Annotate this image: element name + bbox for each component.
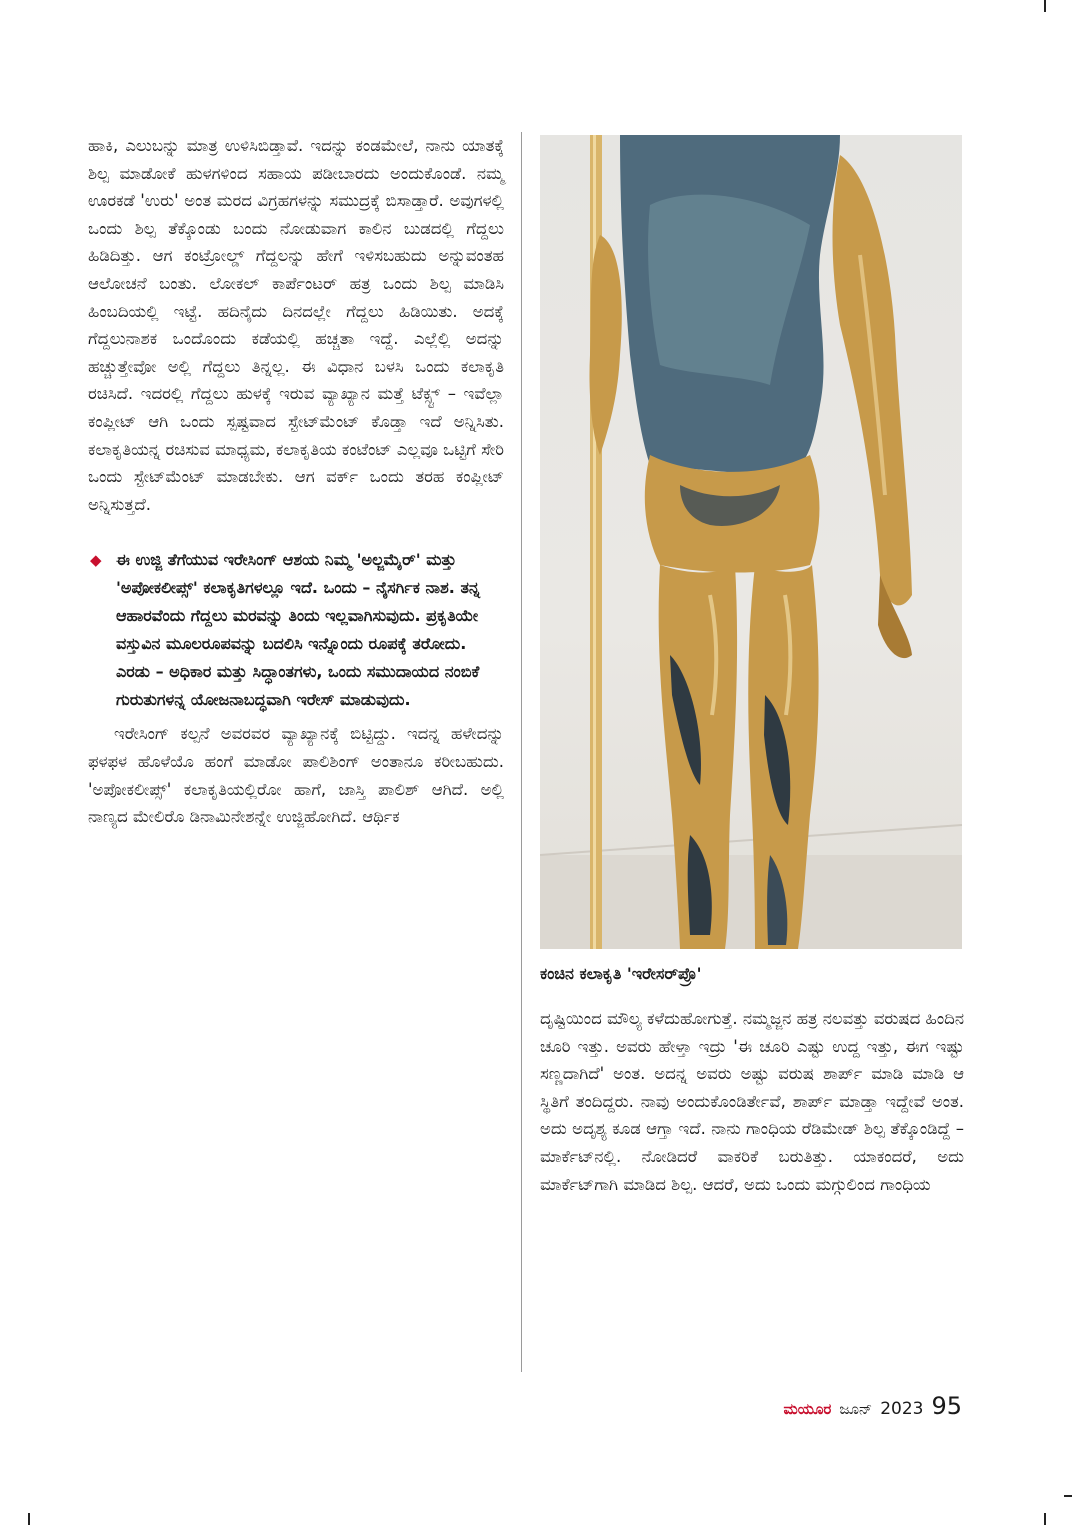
body-paragraph: ಹಾಕಿ, ಎಲುಬನ್ನು ಮಾತ್ರ ಉಳಿಸಿಬಿಡ್ತಾವೆ. ಇದನ್ನು ಕಂಡಮೇಲೆ, ನಾನು ಯಾತಕ್ಕೆ ಶಿಲ್ಪ ಮಾಡೋಕೆ ಹುಳಗಳಿಂದ ಸಹಾಯ ಪಡೀಬಾರದು ಅಂದುಕೊಂಡೆ. ನಮ್ಮ ಊರಕಡೆ 'ಉರು' ಅಂತ ಮರದ ವಿಗ್ರಹಗಳನ್ನು ಸಮುದ್ರಕ್ಕೆ ಬಿಸಾಡ್ತಾರೆ. ಅವುಗಳಲ್ಲಿ ಒಂದು ಶಿಲ್ಪ ತೆಕ್ಕೊಂಡು ಬಂದು ನೋಡುವಾಗ ಕಾಲಿನ ಬುಡದಲ್ಲಿ ಗೆದ್ದಲು ಹಿಡಿದಿತ್ತು. ಆಗ ಕಂಟ್ರೋಲ್ಡ್ ಗೆದ್ದಲನ್ನು ಹೇಗೆ ಇಳಿಸಬಹುದು ಅನ್ನುವಂತಹ ಆಲೋಚನೆ ಬಂತು. ಲೋಕಲ್ ಕಾರ್ಪೆಂಟರ್ ಹತ್ರ ಒಂದು ಶಿಲ್ಪ ಮಾಡಿಸಿ ಹಿಂಬದಿಯಲ್ಲಿ ಇಟ್ಟೆ. ಹದಿನೈದು ದಿನದಲ್ಲೇ ಗೆದ್ದಲು ಹಿಡಿಯಿತು. ಅದಕ್ಕೆ ಗೆದ್ದಲುನಾಶಕ ಒಂದೊಂದು ಕಡೆಯಲ್ಲಿ ಹಚ್ಚತಾ ಇದ್ದೆ. ಎಲ್ಲೆಲ್ಲಿ ಅದನ್ನು ಹಚ್ಚುತ್ತೇವೋ ಅಲ್ಲಿ ಗೆದ್ದಲು ತಿನ್ನಲ್ಲ. ಈ ವಿಧಾನ ಬಳಸಿ ಒಂದು ಕಲಾಕೃತಿ ರಚಿಸಿದೆ. ಇದರಲ್ಲಿ ಗೆದ್ದಲು ಹುಳಕ್ಕೆ ಇರುವ ವ್ಯಾಖ್ಯಾನ ಮತ್ತೆ ಟೆಕ್ಸ್ಟ್ – ಇವೆಲ್ಲಾ ಕಂಪ್ಲೀಟ್ ಆಗಿ ಒಂದು ಸ್ಪಷ್ಟವಾದ ಸ್ಟೇಟ್‌ಮೆಂಟ್ ಕೊಡ್ತಾ ಇದೆ ಅನ್ನಿಸಿತು. ಕಲಾಕೃತಿಯನ್ನ ರಚಿಸುವ ಮಾಧ್ಯಮ, ಕಲಾಕೃತಿಯ ಕಂಟೆಂಟ್ ಎಲ್ಲವೂ ಒಟ್ಟಿಗೆ ಸೇರಿ ಒಂದು ಸ್ಟೇಟ್‌ಮೆಂಟ್ ಮಾಡಬೇಕು. ಆಗ ವರ್ಕ್ ಒಂದು ತರಹ ಕಂಪ್ಲೀಟ್ ಅನ್ನಿಸುತ್ತದೆ. (88, 136, 504, 514)
issue-month: ಜೂನ್ (839, 1400, 873, 1418)
sculpture-illustration (540, 135, 962, 949)
page-footer (783, 1392, 962, 1420)
photo-caption: ಕಂಚಿನ ಕಲಾಕೃತಿ 'ಇರೇಸರ್‌ಪ್ರೊ' (540, 964, 702, 983)
answer-paragraph: ಇರೇಸಿಂಗ್ ಕಲ್ಪನೆ ಅವರವರ ವ್ಯಾಖ್ಯಾನಕ್ಕೆ ಬಿಟ್ಟಿದ್ದು. ಇದನ್ನ ಹಳೇದನ್ನು ಫಳಫಳ ಹೊಳೆಯೊ ಹಂಗೆ ಮಾಡೋ ಪಾಲಿಶಿಂಗ್ ಅಂತಾನೂ ಕರೀಬಹುದು. 'ಅಪೋಕಲೀಪ್ಸ್' ಕಲಾಕೃತಿಯಲ್ಲಿರೋ ಹಾಗೆ, ಜಾಸ್ತಿ ಪಾಲಿಶ್ ಆಗಿದೆ. ಅಲ್ಲಿ ನಾಣ್ಯದ ಮೇಲಿರೊ ಡಿನಾಮಿನೇಶನ್ನೇ ಉಜ್ಜಿಹೋಗಿದೆ. ಆರ್ಥಿಕ (88, 724, 504, 827)
interview-question (88, 546, 504, 714)
right-body-paragraph: ದೃಷ್ಟಿಯಿಂದ ಮೌಲ್ಯ ಕಳೆದುಹೋಗುತ್ತೆ. ನಮ್ಮಜ್ಜನ ಹತ್ರ ನಲವತ್ತು ವರುಷದ ಹಿಂದಿನ ಚೂರಿ ಇತ್ತು. ಅವರು ಹೇಳ್ತಾ ಇದ್ರು 'ಈ ಚೂರಿ ಎಷ್ಟು ಉದ್ದ ಇತ್ತು, ಈಗ ಇಷ್ಟು ಸಣ್ಣದಾಗಿದೆ' ಅಂತ. ಅದನ್ನ ಅವರು ಅಷ್ಟು ವರುಷ ಶಾರ್ಪ್ ಮಾಡಿ ಮಾಡಿ ಆ ಸ್ಥಿತಿಗೆ ತಂದಿದ್ದರು. ನಾವು ಅಂದುಕೊಂಡಿರ್ತೇವೆ, ಶಾರ್ಪ್ ಮಾಡ್ತಾ ಇದ್ದೇವೆ ಅಂತ. ಅದು ಅದೃಶ್ಯ ಕೂಡ ಆಗ್ತಾ ಇದೆ. ನಾನು ಗಾಂಧಿಯ ರೆಡಿಮೇಡ್ ಶಿಲ್ಪ ತೆಕ್ಕೊಂಡಿದ್ದೆ – ಮಾರ್ಕೆಟ್‌ನಲ್ಲಿ. ನೋಡಿದರೆ ವಾಕರಿಕೆ ಬರುತಿತ್ತು. ಯಾಕಂದರೆ, ಅದು ಮಾರ್ಕೆಟ್‌ಗಾಗಿ ಮಾಡಿದ ಶಿಲ್ಪ. ಆದರೆ, ಅದು ಒಂದು ಮಗ್ಗುಲಿಂದ ಗಾಂಧಿಯ (540, 1009, 964, 1194)
column-divider (521, 132, 522, 1372)
question-text: ಈ ಉಜ್ಜಿ ತೆಗೆಯುವ ಇರೇಸಿಂಗ್ ಆಶಯ ನಿಮ್ಮ 'ಅಲ್ಜಮೈರ್' ಮತ್ತು 'ಅಪೋಕಲೀಪ್ಸ್' ಕಲಾಕೃತಿಗಳಲ್ಲೂ ಇದೆ. ಒಂದು – ನೈಸರ್ಗಿಕ ನಾಶ. ತನ್ನ ಆಹಾರವೆಂದು ಗೆದ್ದಲು ಮರವನ್ನು ತಿಂದು ಇಲ್ಲವಾಗಿಸುವುದು. ಪ್ರಕೃತಿಯೇ ವಸ್ತುವಿನ ಮೂಲರೂಪವನ್ನು ಬದಲಿಸಿ ಇನ್ನೊಂದು ರೂಪಕ್ಕೆ ತರೋದು. ಎರಡು – ಅಧಿಕಾರ ಮತ್ತು ಸಿದ್ಧಾಂತಗಳು, ಒಂದು ಸಮುದಾಯದ ನಂಬಿಕೆ ಗುರುತುಗಳನ್ನ ಯೋಜನಾಬದ್ಧವಾಗಿ ಇರೇಸ್ ಮಾಡುವುದು. (116, 550, 480, 710)
crop-mark-right-mid (1064, 1495, 1072, 1497)
crop-mark-bottom-right (1044, 1513, 1046, 1525)
page-number: 95 (931, 1392, 962, 1420)
left-column (88, 132, 504, 831)
crop-mark-bottom-left (28, 1513, 30, 1525)
bronze-sculpture-photo (540, 135, 962, 949)
right-column (540, 135, 964, 1198)
magazine-name: ಮಯೂರ (783, 1400, 832, 1418)
issue-year: 2023 (880, 1399, 924, 1419)
crop-mark-top-right (1044, 0, 1046, 12)
diamond-bullet-icon: ◆ (90, 551, 102, 570)
right-body-text (540, 1005, 964, 1198)
